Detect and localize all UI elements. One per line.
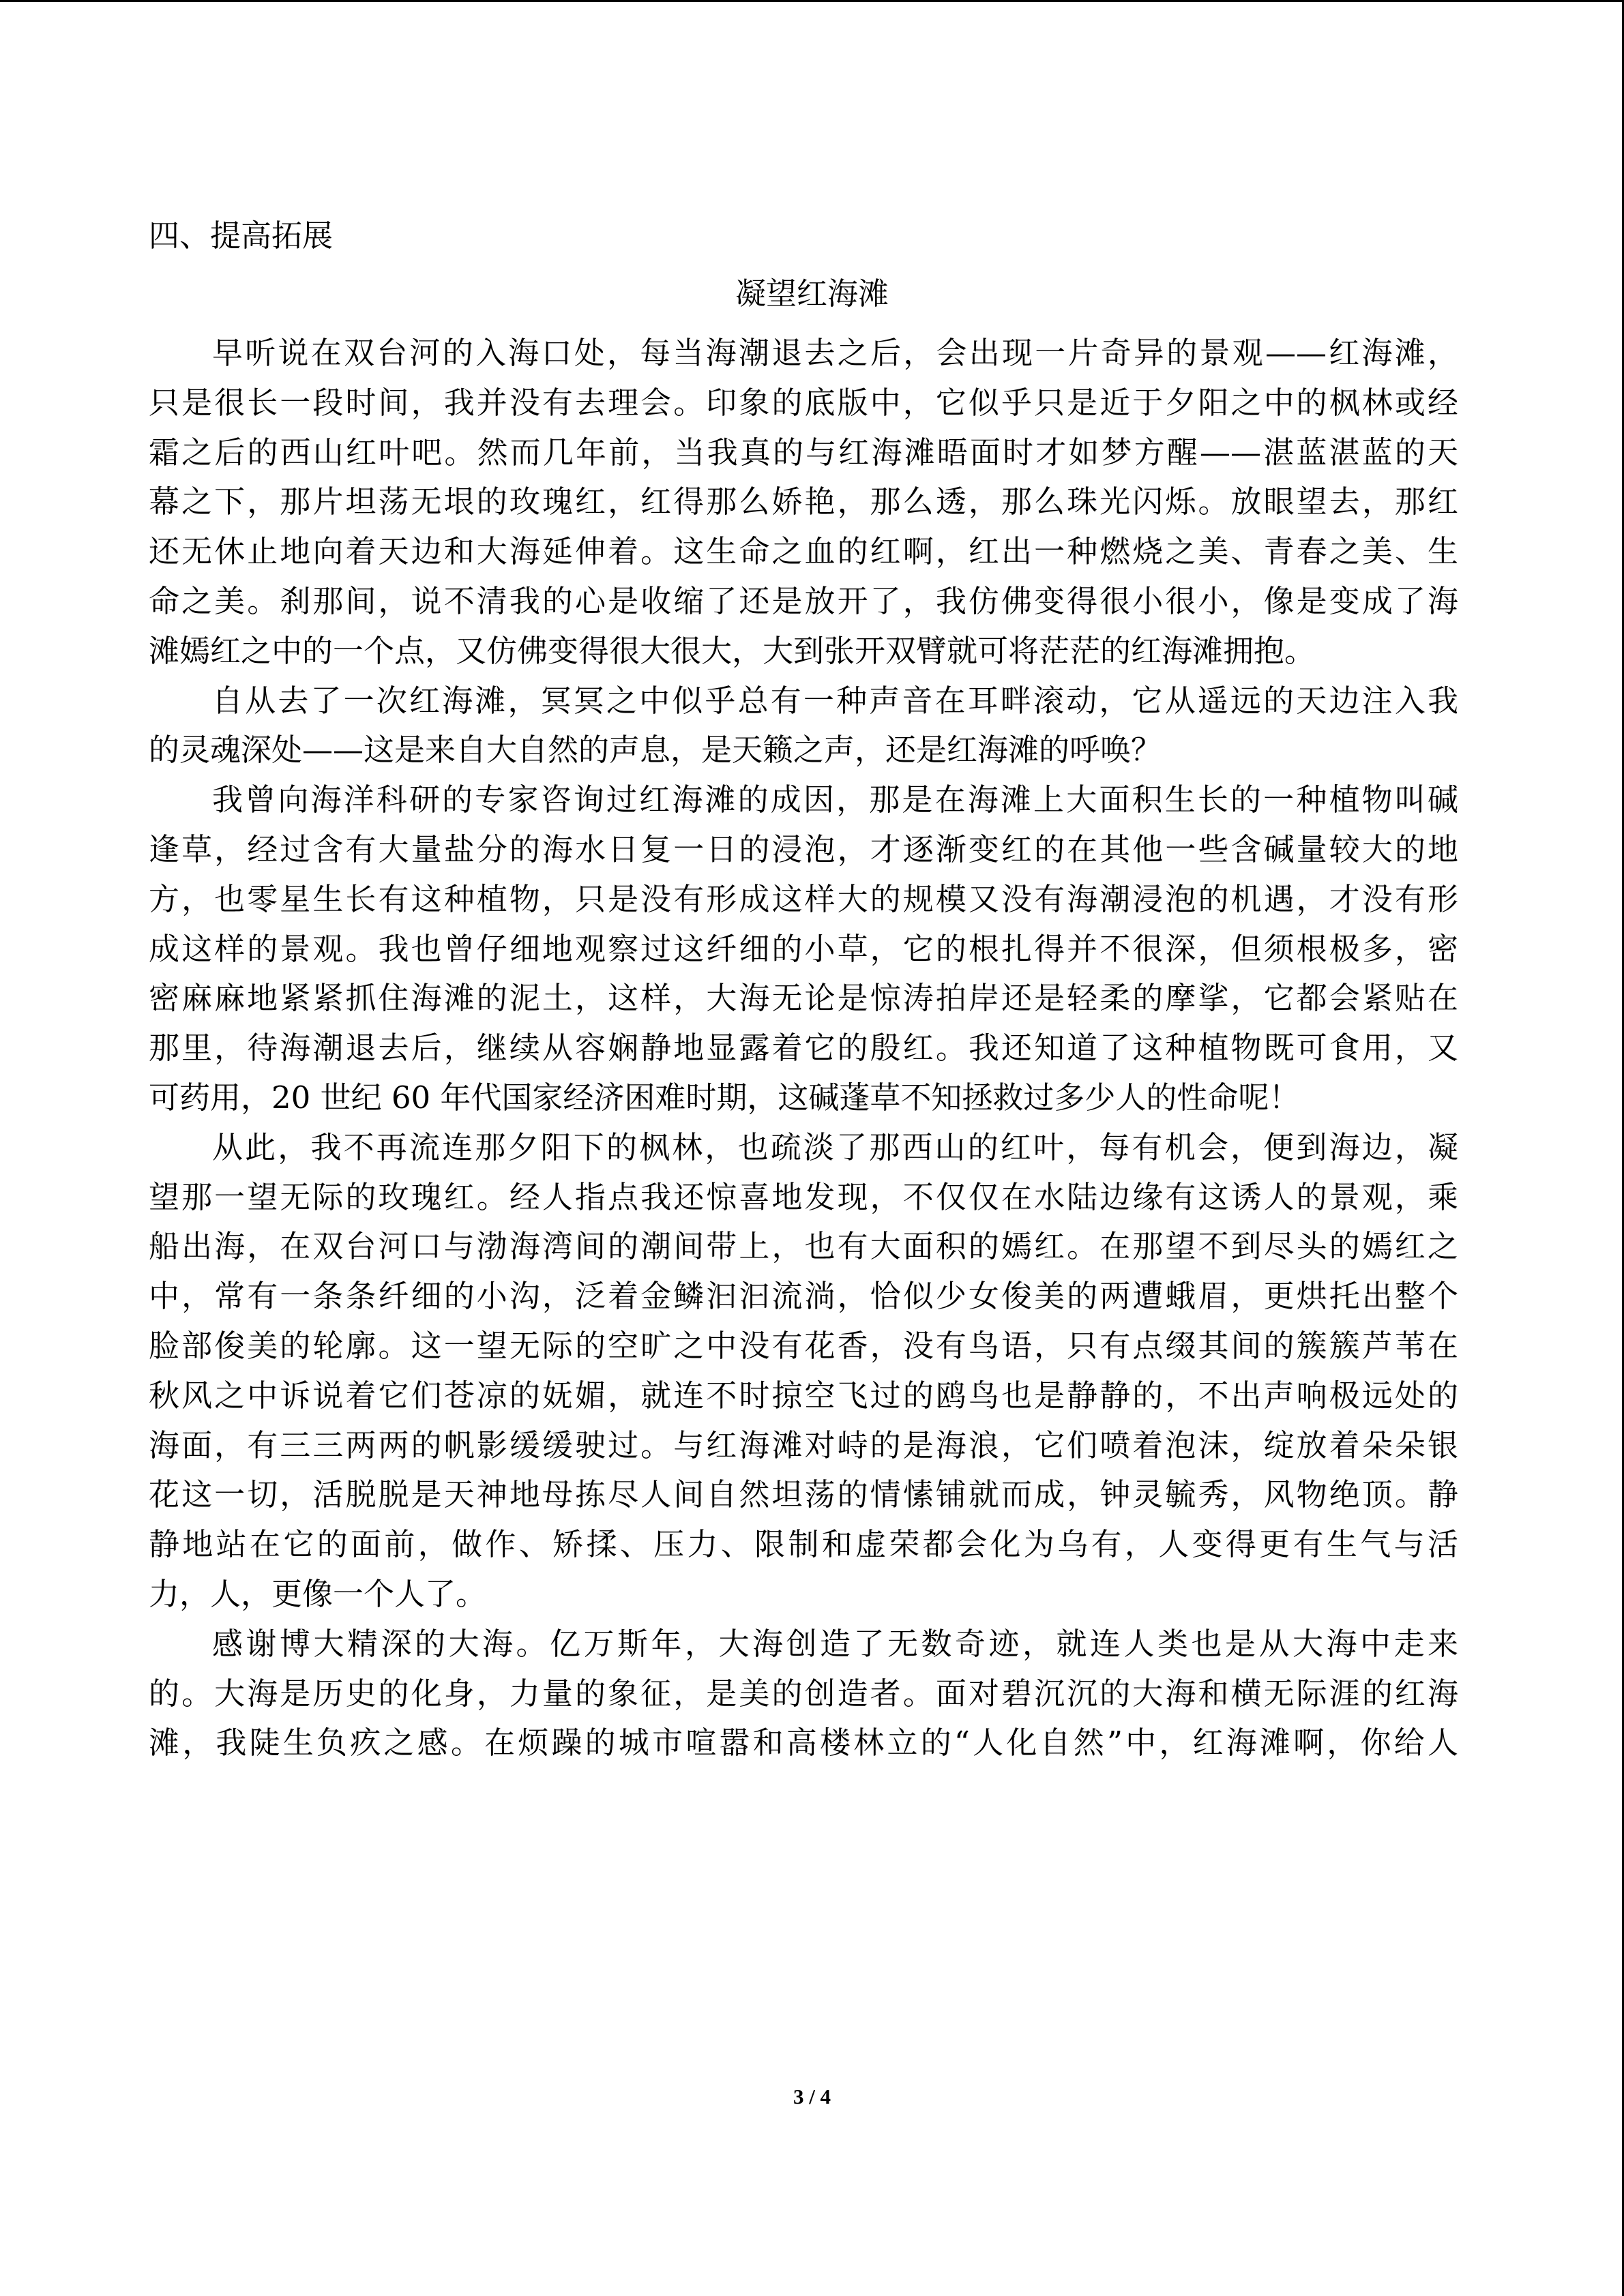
page-number: 3 / 4 <box>793 2085 831 2108</box>
text-line: 力，人，更像一个人了。 <box>149 1575 487 1612</box>
text-line: 方，也零星生长有这种植物，只是没有形成这样大的规模又没有海潮浸泡的机遇，才没有形 <box>149 880 1458 917</box>
text-line: 逢草，经过含有大量盐分的海水日复一日的浸泡，才逐渐变红的在其他一些含碱量较大的地 <box>149 831 1458 867</box>
text-line: 还无休止地向着天边和大海延伸着。这生命之血的红啊，红出一种燃烧之美、青春之美、生 <box>149 533 1458 570</box>
article-body <box>149 329 1458 1768</box>
text-line: 海面，有三三两两的帆影缓缓驶过。与红海滩对峙的是海浪，它们喷着泡沫，绽放着朵朵银 <box>149 1427 1458 1463</box>
text-line: 中，常有一条条纤细的小沟，泛着金鳞汩汩流淌，恰似少女俊美的两遭蛾眉，更烘托出整个 <box>149 1278 1458 1315</box>
text-line: 自从去了一次红海滩，冥冥之中似乎总有一种声音在耳畔滚动，它从遥远的天边注入我 <box>212 682 1458 719</box>
paragraph <box>149 775 1458 1123</box>
text-line: 脸部俊美的轮廓。这一望无际的空旷之中没有花香，没有鸟语，只有点缀其间的簇簇芦苇在 <box>149 1327 1458 1364</box>
text-line: 的。大海是历史的化身，力量的象征，是美的创造者。面对碧沉沉的大海和横无际涯的红海 <box>149 1675 1458 1712</box>
section-heading: 四、提高拓展 <box>149 218 334 254</box>
paragraph <box>149 329 1458 676</box>
paragraph <box>149 676 1458 776</box>
text-line: 我曾向海洋科研的专家咨询过红海滩的成因，那是在海滩上大面积生长的一种植物叫碱 <box>212 781 1458 818</box>
text-line: 幕之下，那片坦荡无垠的玫瑰红，红得那么娇艳，那么透，那么珠光闪烁。放眼望去，那红 <box>149 483 1458 520</box>
text-line: 从此，我不再流连那夕阳下的枫林，也疏淡了那西山的红叶，每有机会，便到海边，凝 <box>212 1129 1458 1165</box>
text-line: 静地站在它的面前，做作、矫揉、压力、限制和虚荣都会化为乌有，人变得更有生气与活 <box>149 1526 1458 1563</box>
text-line: 花这一切，活脱脱是天神地母拣尽人间自然坦荡的情愫铺就而成，钟灵毓秀，风物绝顶。静 <box>149 1476 1458 1513</box>
text-line: 只是很长一段时间，我并没有去理会。印象的底版中，它似乎只是近于夕阳之中的枫林或经 <box>149 384 1458 421</box>
text-line: 密麻麻地紧紧抓住海滩的泥土，这样，大海无论是惊涛拍岸还是轻柔的摩挲，它都会紧贴在 <box>149 980 1458 1017</box>
paragraph <box>149 1123 1458 1620</box>
text-line: 的灵魂深处——这是来自大自然的声息，是天籁之声，还是红海滩的呼唤？ <box>149 732 1162 769</box>
text-line: 命之美。刹那间，说不清我的心是收缩了还是放开了，我仿佛变得很小很小，像是变成了海 <box>149 582 1458 619</box>
text-line: 霜之后的西山红叶吧。然而几年前，当我真的与红海滩晤面时才如梦方醒——湛蓝湛蓝的天 <box>149 434 1458 471</box>
text-line: 滩，我陡生负疚之感。在烦躁的城市喧嚣和高楼林立的“人化自然”中，红海滩啊，你给人 <box>149 1725 1458 1761</box>
text-line: 早听说在双台河的入海口处，每当海潮退去之后，会出现一片奇异的景观——红海滩， <box>212 335 1458 371</box>
text-line: 那里，待海潮退去后，继续从容娴静地显露着它的殷红。我还知道了这种植物既可食用，又 <box>149 1030 1458 1067</box>
text-line: 滩嫣红之中的一个点，又仿佛变得很大很大，大到张开双臂就可将茫茫的红海滩拥抱。 <box>149 632 1316 669</box>
text-line: 可药用，20 世纪 60 年代国家经济困难时期，这碱蓬草不知拯救过多少人的性命呢！ <box>149 1079 1300 1116</box>
article-title: 凝望红海滩 <box>735 275 889 312</box>
text-line: 船出海，在双台河口与渤海湾间的潮间带上，也有大面积的嫣红。在那望不到尽头的嫣红之 <box>149 1228 1458 1265</box>
text-line: 感谢博大精深的大海。亿万斯年，大海创造了无数奇迹，就连人类也是从大海中走来 <box>212 1625 1458 1662</box>
paragraph <box>149 1620 1458 1768</box>
text-line: 望那一望无际的玫瑰红。经人指点我还惊喜地发现，不仅仅在水陆边缘有这诱人的景观，乘 <box>149 1178 1458 1215</box>
text-line: 秋风之中诉说着它们苍凉的妩媚，就连不时掠空飞过的鸥鸟也是静静的，不出声响极远处的 <box>149 1377 1458 1414</box>
text-line: 成这样的景观。我也曾仔细地观察过这纤细的小草，它的根扎得并不很深，但须根极多，密 <box>149 930 1458 967</box>
